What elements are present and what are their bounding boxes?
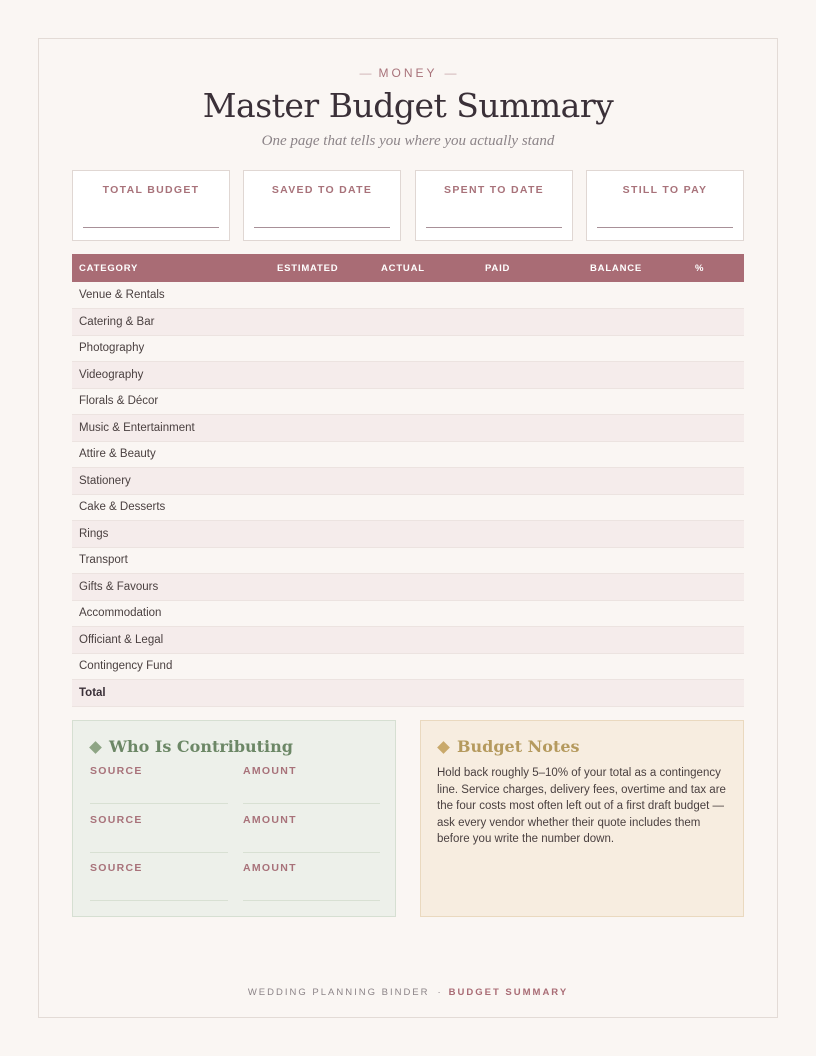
footer-separator: · <box>437 987 441 998</box>
budget-table-body <box>72 282 744 706</box>
estimated-cell[interactable] <box>270 388 374 415</box>
diamond-icon <box>89 741 102 754</box>
estimated-cell[interactable] <box>270 415 374 442</box>
paid-cell[interactable] <box>478 627 583 654</box>
category-cell: Venue & Rentals <box>72 282 270 309</box>
actual-cell[interactable] <box>374 547 478 574</box>
budget-notes-panel <box>420 720 744 917</box>
category-cell: Rings <box>72 521 270 548</box>
eyebrow-text: MONEY <box>378 66 438 80</box>
stat-total-budget[interactable] <box>72 170 230 241</box>
amount-entry-line[interactable] <box>243 900 380 901</box>
eyebrow-dash-left: — <box>359 66 372 80</box>
paid-cell[interactable] <box>478 680 583 707</box>
budget-table <box>72 254 744 707</box>
category-cell: Catering & Bar <box>72 309 270 336</box>
percent-cell[interactable] <box>688 282 744 309</box>
actual-cell[interactable] <box>374 441 478 468</box>
paid-cell[interactable] <box>478 362 583 389</box>
paid-cell[interactable] <box>478 521 583 548</box>
paid-cell[interactable] <box>478 494 583 521</box>
contributor-row <box>90 862 380 902</box>
contributor-row <box>90 814 380 854</box>
table-row <box>72 441 744 468</box>
table-row <box>72 521 744 548</box>
table-row <box>72 335 744 362</box>
category-cell: Florals & Décor <box>72 388 270 415</box>
percent-cell[interactable] <box>688 415 744 442</box>
balance-cell[interactable] <box>583 415 688 442</box>
paid-cell[interactable] <box>478 309 583 336</box>
budget-notes-title: Budget Notes <box>457 737 580 756</box>
percent-cell[interactable] <box>688 309 744 336</box>
actual-cell[interactable] <box>374 468 478 495</box>
category-cell: Total <box>72 680 270 707</box>
column-header-category: CATEGORY <box>72 254 270 282</box>
column-header-paid: PAID <box>478 254 583 282</box>
stat-label: TOTAL BUDGET <box>102 184 200 196</box>
column-header-percent: % <box>688 254 744 282</box>
table-row <box>72 494 744 521</box>
balance-cell[interactable] <box>583 600 688 627</box>
estimated-cell[interactable] <box>270 362 374 389</box>
column-header-estimated: ESTIMATED <box>270 254 374 282</box>
percent-cell[interactable] <box>688 494 744 521</box>
balance-cell[interactable] <box>583 309 688 336</box>
category-cell: Videography <box>72 362 270 389</box>
footer-section-label: BUDGET SUMMARY <box>448 987 569 998</box>
balance-cell[interactable] <box>583 468 688 495</box>
category-cell: Transport <box>72 547 270 574</box>
footer-binder-label: WEDDING PLANNING BINDER <box>247 987 430 998</box>
contributors-title: Who Is Contributing <box>109 737 293 756</box>
paid-cell[interactable] <box>478 653 583 680</box>
amount-label: AMOUNT <box>243 862 297 874</box>
balance-cell[interactable] <box>583 653 688 680</box>
table-row <box>72 574 744 601</box>
table-row <box>72 627 744 654</box>
table-header-row <box>72 254 744 282</box>
balance-cell[interactable] <box>583 441 688 468</box>
budget-notes-text: Hold back roughly 5–10% of your total as a contingency line. Service charges, delivery fees, overtime and tax are the four costs most often left out of a first draft budget — ask every vendor whether their quote includes them before you write the number down. <box>437 767 726 845</box>
source-label: SOURCE <box>90 814 143 826</box>
balance-cell[interactable] <box>583 388 688 415</box>
category-cell: Photography <box>72 335 270 362</box>
amount-label: AMOUNT <box>243 765 297 777</box>
table-row <box>72 309 744 336</box>
paid-cell[interactable] <box>478 574 583 601</box>
category-cell: Cake & Desserts <box>72 494 270 521</box>
contributor-row <box>90 765 380 805</box>
stat-saved-to-date[interactable] <box>243 170 401 241</box>
stat-entry-line <box>597 227 733 228</box>
actual-cell[interactable] <box>374 680 478 707</box>
stat-label: SAVED TO DATE <box>271 184 373 196</box>
balance-cell[interactable] <box>583 627 688 654</box>
percent-cell[interactable] <box>688 388 744 415</box>
stat-still-to-pay[interactable] <box>586 170 744 241</box>
source-label: SOURCE <box>90 765 143 777</box>
paid-cell[interactable] <box>478 388 583 415</box>
estimated-cell[interactable] <box>270 521 374 548</box>
percent-cell[interactable] <box>688 468 744 495</box>
table-row <box>72 468 744 495</box>
balance-cell[interactable] <box>583 521 688 548</box>
stat-entry-line <box>83 227 219 228</box>
percent-cell[interactable] <box>688 547 744 574</box>
estimated-cell[interactable] <box>270 600 374 627</box>
actual-cell[interactable] <box>374 282 478 309</box>
paid-cell[interactable] <box>478 441 583 468</box>
percent-cell[interactable] <box>688 362 744 389</box>
category-cell: Attire & Beauty <box>72 441 270 468</box>
percent-cell[interactable] <box>688 653 744 680</box>
page-subtitle: One page that tells you where you actually stand <box>261 133 555 149</box>
section-eyebrow <box>0 66 816 80</box>
source-entry-line[interactable] <box>90 803 228 804</box>
estimated-cell[interactable] <box>270 680 374 707</box>
table-row <box>72 547 744 574</box>
source-label: SOURCE <box>90 862 143 874</box>
actual-cell[interactable] <box>374 415 478 442</box>
table-row <box>72 415 744 442</box>
actual-cell[interactable] <box>374 362 478 389</box>
actual-cell[interactable] <box>374 494 478 521</box>
table-row <box>72 362 744 389</box>
balance-cell[interactable] <box>583 547 688 574</box>
table-row <box>72 653 744 680</box>
amount-label: AMOUNT <box>243 814 297 826</box>
stat-label: SPENT TO DATE <box>444 184 544 196</box>
actual-cell[interactable] <box>374 521 478 548</box>
balance-cell[interactable] <box>583 335 688 362</box>
balance-cell[interactable] <box>583 362 688 389</box>
table-row <box>72 600 744 627</box>
table-total-row <box>72 680 744 707</box>
estimated-cell[interactable] <box>270 574 374 601</box>
percent-cell[interactable] <box>688 441 744 468</box>
actual-cell[interactable] <box>374 600 478 627</box>
estimated-cell[interactable] <box>270 468 374 495</box>
stat-spent-to-date[interactable] <box>415 170 573 241</box>
column-header-actual: ACTUAL <box>374 254 478 282</box>
paid-cell[interactable] <box>478 335 583 362</box>
amount-entry-line[interactable] <box>243 803 380 804</box>
page-footer <box>0 987 816 998</box>
percent-cell[interactable] <box>688 627 744 654</box>
paid-cell[interactable] <box>478 415 583 442</box>
estimated-cell[interactable] <box>270 282 374 309</box>
estimated-cell[interactable] <box>270 494 374 521</box>
percent-cell[interactable] <box>688 574 744 601</box>
paid-cell[interactable] <box>478 600 583 627</box>
table-row <box>72 282 744 309</box>
column-header-balance: BALANCE <box>583 254 688 282</box>
percent-cell[interactable] <box>688 521 744 548</box>
balance-cell[interactable] <box>583 282 688 309</box>
estimated-cell[interactable] <box>270 627 374 654</box>
paid-cell[interactable] <box>478 468 583 495</box>
page-title: Master Budget Summary <box>202 86 614 125</box>
category-cell: Stationery <box>72 468 270 495</box>
stat-label: STILL TO PAY <box>622 184 708 196</box>
percent-cell[interactable] <box>688 600 744 627</box>
percent-cell[interactable] <box>688 335 744 362</box>
percent-cell[interactable] <box>688 680 744 707</box>
category-cell: Music & Entertainment <box>72 415 270 442</box>
balance-cell[interactable] <box>583 494 688 521</box>
estimated-cell[interactable] <box>270 441 374 468</box>
source-entry-line[interactable] <box>90 900 228 901</box>
category-cell: Accommodation <box>72 600 270 627</box>
estimated-cell[interactable] <box>270 547 374 574</box>
actual-cell[interactable] <box>374 388 478 415</box>
actual-cell[interactable] <box>374 574 478 601</box>
paid-cell[interactable] <box>478 282 583 309</box>
category-cell: Gifts & Favours <box>72 574 270 601</box>
actual-cell[interactable] <box>374 627 478 654</box>
balance-cell[interactable] <box>583 574 688 601</box>
contributors-panel <box>72 720 396 917</box>
eyebrow-dash-right: — <box>444 66 457 80</box>
category-cell: Officiant & Legal <box>72 627 270 654</box>
estimated-cell[interactable] <box>270 653 374 680</box>
estimated-cell[interactable] <box>270 335 374 362</box>
actual-cell[interactable] <box>374 309 478 336</box>
table-row <box>72 388 744 415</box>
actual-cell[interactable] <box>374 653 478 680</box>
amount-entry-line[interactable] <box>243 852 380 853</box>
diamond-icon <box>437 741 450 754</box>
source-entry-line[interactable] <box>90 852 228 853</box>
category-cell: Contingency Fund <box>72 653 270 680</box>
paid-cell[interactable] <box>478 547 583 574</box>
balance-cell[interactable] <box>583 680 688 707</box>
actual-cell[interactable] <box>374 335 478 362</box>
estimated-cell[interactable] <box>270 309 374 336</box>
stat-entry-line <box>426 227 562 228</box>
stat-entry-line <box>254 227 390 228</box>
